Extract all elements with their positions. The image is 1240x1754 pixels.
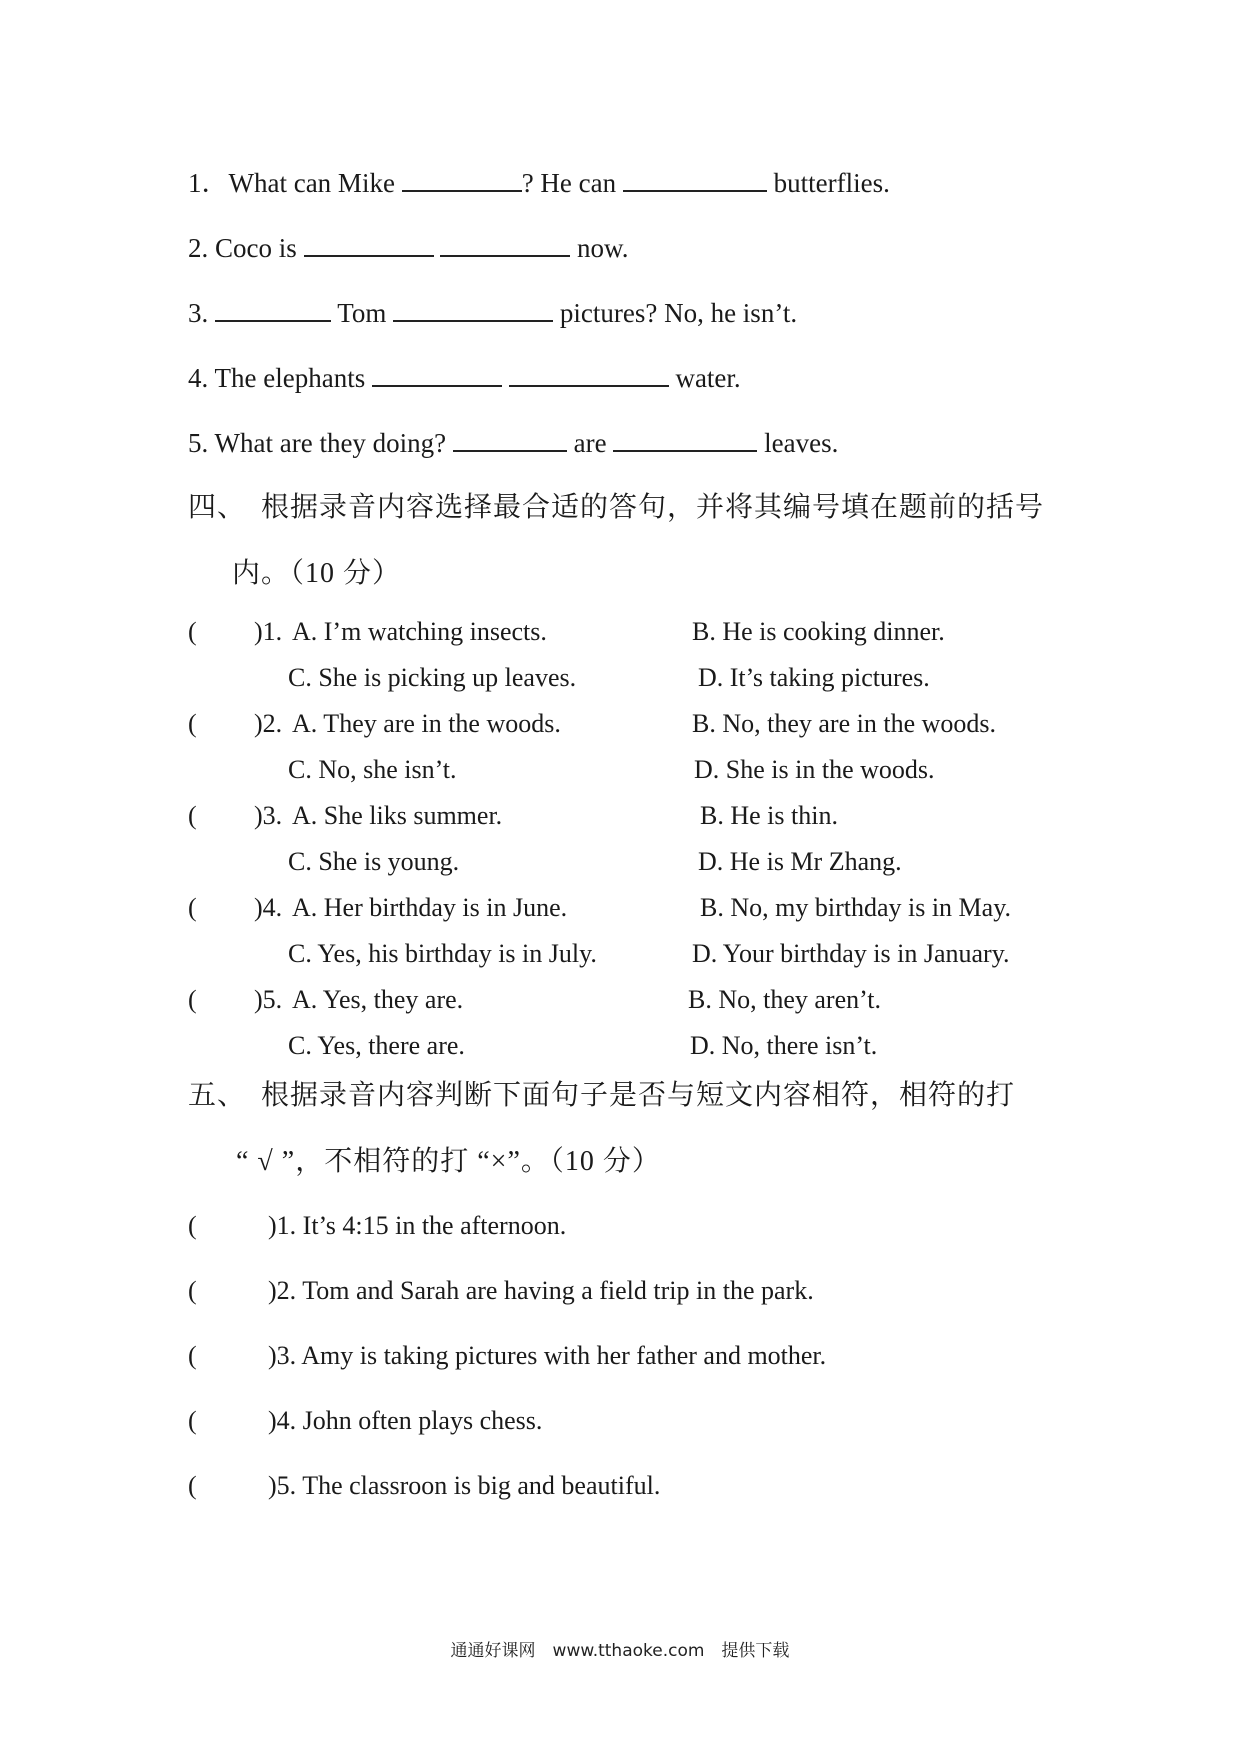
- section-4-heading: 四、 根据录音内容选择最合适的答句，并将其编号填在题前的括号: [188, 492, 1045, 523]
- option-b: B. He is thin.: [700, 801, 838, 830]
- option-b: B. He is cooking dinner.: [692, 617, 945, 646]
- q3-text-c: pictures? No, he isn’t.: [559, 298, 798, 328]
- option-a: A. They are in the woods.: [292, 709, 561, 738]
- option-c: C. She is young.: [288, 847, 460, 876]
- option-b: B. No, my birthday is in May.: [700, 893, 1012, 922]
- option-a: A. She liks summer.: [292, 801, 503, 830]
- statement: )4. John often plays chess.: [268, 1406, 543, 1435]
- q1-text-c: butterflies.: [773, 168, 890, 198]
- q4-text-a: 4. The elephants: [188, 363, 366, 393]
- option-a: A. Yes, they are.: [292, 985, 464, 1014]
- q1-text-b: ? He can: [521, 168, 617, 198]
- statement: )2. Tom and Sarah are having a field trip in the park.: [268, 1276, 814, 1305]
- answer-blank: [402, 166, 522, 192]
- option-a: A. Her birthday is in June.: [292, 893, 568, 922]
- statement: )5. The classroon is big and beautiful.: [268, 1471, 661, 1500]
- fill-question-5: [188, 426, 838, 460]
- option-d: D. It’s taking pictures.: [698, 663, 930, 692]
- answer-blank: [393, 296, 553, 322]
- q3-text-a: 3.: [188, 298, 209, 328]
- item-number: )4.: [254, 893, 283, 922]
- item-number: )3.: [254, 801, 283, 830]
- option-c: C. Yes, his birthday is in July.: [288, 939, 597, 968]
- answer-paren: (: [188, 1471, 197, 1500]
- answer-paren: (: [188, 893, 197, 922]
- option-c: C. She is picking up leaves.: [288, 663, 577, 692]
- answer-blank: [509, 361, 669, 387]
- statement: )1. It’s 4:15 in the afternoon.: [268, 1211, 567, 1240]
- fill-question-3: [188, 296, 797, 330]
- q5-text-b: are: [573, 428, 607, 458]
- answer-paren: (: [188, 1341, 197, 1370]
- item-number: )5.: [254, 985, 283, 1014]
- option-b: B. No, they are in the woods.: [692, 709, 997, 738]
- option-c: C. No, she isn’t.: [288, 755, 457, 784]
- answer-blank: [613, 426, 757, 452]
- answer-blank: [215, 296, 331, 322]
- answer-paren: (: [188, 801, 197, 830]
- statement: )3. Amy is taking pictures with her father and mother.: [268, 1341, 827, 1370]
- answer-paren: (: [188, 1406, 197, 1435]
- answer-blank: [304, 231, 434, 257]
- option-c: C. Yes, there are.: [288, 1031, 465, 1060]
- answer-blank: [440, 231, 570, 257]
- section-5-heading-cont: “ √ ”，不相符的打 “×”。（10 分）: [236, 1146, 661, 1177]
- answer-blank: [453, 426, 567, 452]
- q1-text-a: 1．What can Mike: [188, 168, 395, 198]
- page-footer: 通通好课网 www.tthaoke.com 提供下载: [450, 1641, 790, 1661]
- answer-blank: [372, 361, 502, 387]
- answer-paren: (: [188, 1211, 197, 1240]
- fill-question-2: [188, 231, 629, 265]
- q5-text-c: leaves.: [764, 428, 839, 458]
- q5-text-a: 5. What are they doing?: [188, 428, 447, 458]
- q4-text-b: water.: [675, 363, 741, 393]
- item-number: )2.: [254, 709, 283, 738]
- answer-paren: (: [188, 709, 197, 738]
- answer-paren: (: [188, 1276, 197, 1305]
- option-d: D. He is Mr Zhang.: [698, 847, 902, 876]
- q2-text-a: 2. Coco is: [188, 233, 297, 263]
- q2-text-b: now.: [577, 233, 629, 263]
- section-5-heading: 五、 根据录音内容判断下面句子是否与短文内容相符，相符的打: [188, 1080, 1016, 1111]
- option-b: B. No, they aren’t.: [688, 985, 882, 1014]
- answer-paren: (: [188, 617, 197, 646]
- q3-text-b: Tom: [337, 298, 387, 328]
- fill-question-4: [188, 361, 741, 395]
- option-d: D. No, there isn’t.: [690, 1031, 878, 1060]
- item-number: )1.: [254, 617, 283, 646]
- option-d: D. Your birthday is in January.: [692, 939, 1010, 968]
- option-d: D. She is in the woods.: [694, 755, 935, 784]
- option-a: A. I’m watching insects.: [292, 617, 547, 646]
- section-4-heading-cont: 内。（10 分）: [232, 558, 402, 589]
- fill-question-1: [188, 166, 890, 200]
- answer-paren: (: [188, 985, 197, 1014]
- answer-blank: [623, 166, 767, 192]
